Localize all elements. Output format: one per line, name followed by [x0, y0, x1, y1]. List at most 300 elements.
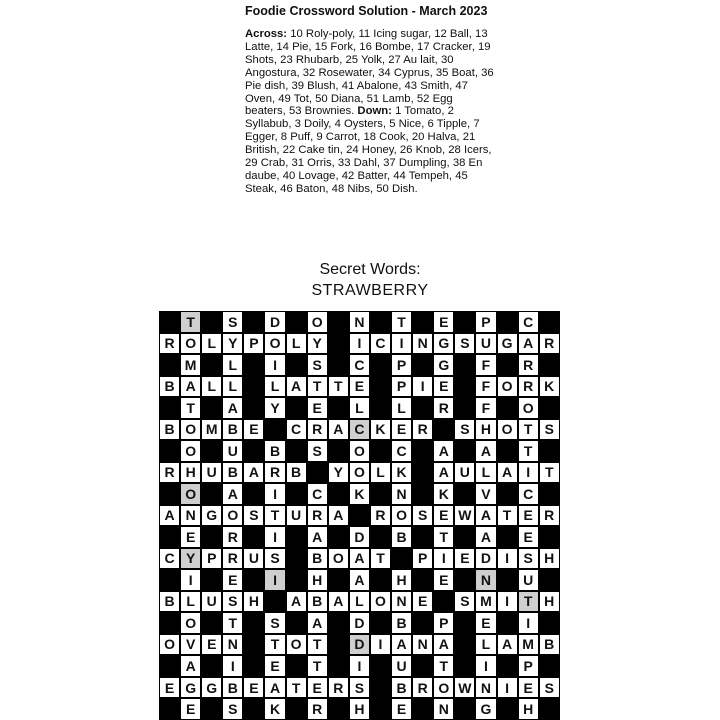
black-square — [264, 591, 285, 613]
black-square — [328, 634, 349, 656]
black-square — [328, 612, 349, 634]
black-square — [159, 311, 180, 333]
black-square — [243, 634, 264, 656]
letter-cell: L — [202, 334, 221, 354]
letter-cell: I — [498, 678, 517, 698]
letter-cell: P — [476, 312, 495, 332]
black-square — [286, 569, 307, 591]
letter-cell: I — [265, 527, 284, 547]
letter-cell: B — [223, 463, 242, 483]
letter-cell: H — [350, 699, 369, 719]
letter-cell: G — [181, 678, 200, 698]
letter-cell: S — [455, 592, 474, 612]
black-square — [370, 354, 391, 376]
letter-cell: R — [160, 334, 179, 354]
black-square — [454, 634, 475, 656]
black-square — [201, 526, 222, 548]
letter-cell: H — [181, 463, 200, 483]
letter-cell: S — [223, 312, 242, 332]
letter-cell: E — [181, 699, 200, 719]
letter-cell: S — [265, 549, 284, 569]
black-square — [159, 698, 180, 720]
letter-cell: S — [455, 334, 474, 354]
letter-cell: V — [181, 635, 200, 655]
letter-cell: U — [287, 506, 306, 526]
letter-cell: E — [223, 570, 242, 590]
letter-cell: H — [244, 592, 263, 612]
letter-cell: B — [392, 678, 411, 698]
letter-cell: O — [371, 592, 390, 612]
across-answers: 10 Roly-poly, 11 Icing sugar, 12 Ball, 13 Latte, 14 Pie, 15 Fork, 16 Bombe, 17 Cracker, 19 Shots, 23 Rhubarb, 25 Yolk, 27 Au lait, 30 Angostura, 32 Rosewater, 34 Cyprus, 35 Boat, 36 Pie dish, 39 Blush, 41 Abalone, 43 Smith, 47 Oven, 49 Tot, 50 Diana, 51 Lamb, 52 Egg beaters, 53 Brownies. — [245, 28, 494, 118]
letter-cell: N — [476, 678, 495, 698]
black-square — [243, 311, 264, 333]
letter-cell: H — [392, 570, 411, 590]
letter-cell: H — [540, 549, 559, 569]
letter-cell: E — [181, 527, 200, 547]
black-square — [201, 569, 222, 591]
letter-cell: B — [392, 613, 411, 633]
black-square — [243, 354, 264, 376]
black-square — [497, 655, 518, 677]
letter-cell: Y — [329, 463, 348, 483]
letter-cell: O — [160, 635, 179, 655]
black-square — [243, 698, 264, 720]
letter-cell: B — [392, 527, 411, 547]
black-square — [539, 655, 560, 677]
black-square — [328, 311, 349, 333]
black-square — [286, 548, 307, 570]
letter-cell: R — [265, 463, 284, 483]
letter-cell: G — [202, 506, 221, 526]
black-square — [159, 440, 180, 462]
letter-cell: E — [434, 312, 453, 332]
letter-cell: A — [476, 527, 495, 547]
letter-cell: P — [413, 549, 432, 569]
black-square — [454, 612, 475, 634]
letter-cell: T — [371, 549, 390, 569]
letter-cell: I — [371, 635, 390, 655]
letter-cell: K — [540, 377, 559, 397]
letter-cell: A — [392, 635, 411, 655]
black-square — [286, 698, 307, 720]
black-square — [201, 698, 222, 720]
letter-cell: D — [476, 549, 495, 569]
down-answers: 1 Tomato, 2 Syllabub, 3 Doily, 4 Oysters, 5 Nice, 6 Tipple, 7 Egger, 8 Puff, 9 Carrot, 18 Cook, 20 Halva, 21 British, 22 Cake tin, 24 Honey, 26 Knob, 28 Icers, 29 Crab, 31 Orris, 33 Dahl, 37 Dumpling, 38 En daube, 40 Lovage, 42 Batter, 44 Tempeh, 45 Steak, 46 Baton, 48 Nibs, 50 Dish. — [245, 105, 492, 195]
letter-cell: U — [223, 441, 242, 461]
black-square — [201, 354, 222, 376]
black-square — [370, 311, 391, 333]
letter-cell: A — [434, 463, 453, 483]
letter-cell: S — [350, 678, 369, 698]
letter-cell: O — [498, 377, 517, 397]
letter-cell: T — [434, 527, 453, 547]
letter-cell: L — [476, 635, 495, 655]
letter-cell: A — [350, 570, 369, 590]
black-square — [243, 526, 264, 548]
letter-cell: O — [350, 463, 369, 483]
letter-cell: A — [265, 678, 284, 698]
black-square — [412, 655, 433, 677]
letter-cell: M — [181, 355, 200, 375]
letter-cell: C — [371, 334, 390, 354]
letter-cell: B — [540, 635, 559, 655]
letter-cell: E — [519, 678, 538, 698]
black-square — [370, 526, 391, 548]
black-square — [497, 397, 518, 419]
letter-cell: K — [392, 463, 411, 483]
black-square — [412, 483, 433, 505]
black-square — [539, 612, 560, 634]
letter-cell: D — [265, 312, 284, 332]
black-square — [412, 462, 433, 484]
clue-solutions — [245, 28, 495, 196]
letter-cell: E — [265, 656, 284, 676]
letter-cell: O — [181, 420, 200, 440]
black-square — [539, 397, 560, 419]
letter-cell: E — [519, 506, 538, 526]
black-square — [286, 612, 307, 634]
black-square — [328, 440, 349, 462]
letter-cell: N — [181, 506, 200, 526]
letter-cell: L — [287, 334, 306, 354]
black-square — [243, 440, 264, 462]
black-square — [243, 655, 264, 677]
letter-cell: T — [265, 506, 284, 526]
letter-cell: I — [476, 656, 495, 676]
black-square — [328, 698, 349, 720]
letter-cell: T — [498, 506, 517, 526]
letter-cell: E — [392, 420, 411, 440]
letter-cell: E — [244, 678, 263, 698]
black-square — [159, 612, 180, 634]
black-square — [454, 376, 475, 398]
black-square — [286, 483, 307, 505]
letter-cell: L — [223, 355, 242, 375]
letter-cell: K — [350, 484, 369, 504]
letter-cell: O — [181, 613, 200, 633]
black-square — [201, 655, 222, 677]
letter-cell: M — [476, 592, 495, 612]
letter-cell: G — [498, 334, 517, 354]
letter-cell: B — [160, 377, 179, 397]
black-square — [370, 569, 391, 591]
letter-cell: N — [413, 334, 432, 354]
black-square — [370, 698, 391, 720]
black-square — [328, 397, 349, 419]
letter-cell: A — [434, 635, 453, 655]
black-square — [497, 354, 518, 376]
letter-cell: A — [308, 613, 327, 633]
letter-cell: G — [476, 699, 495, 719]
letter-cell: B — [160, 420, 179, 440]
letter-cell: A — [181, 656, 200, 676]
letter-cell: E — [160, 678, 179, 698]
black-square — [286, 354, 307, 376]
black-square — [159, 569, 180, 591]
letter-cell: V — [476, 484, 495, 504]
black-square — [159, 526, 180, 548]
black-square — [328, 526, 349, 548]
secret-letter-cell: N — [476, 570, 495, 590]
letter-cell: E — [519, 527, 538, 547]
letter-cell: R — [223, 549, 242, 569]
letter-cell: R — [371, 506, 390, 526]
letter-cell: P — [434, 613, 453, 633]
black-square — [497, 569, 518, 591]
letter-cell: T — [181, 398, 200, 418]
letter-cell: A — [476, 506, 495, 526]
letter-cell: T — [287, 678, 306, 698]
letter-cell: I — [181, 570, 200, 590]
black-square — [201, 397, 222, 419]
black-square — [201, 612, 222, 634]
black-square — [370, 376, 391, 398]
secret-letter-cell: C — [350, 420, 369, 440]
letter-cell: I — [265, 355, 284, 375]
letter-cell: A — [498, 463, 517, 483]
letter-cell: T — [265, 635, 284, 655]
letter-cell: P — [519, 656, 538, 676]
letter-cell: S — [308, 441, 327, 461]
black-square — [412, 311, 433, 333]
black-square — [159, 354, 180, 376]
letter-cell: R — [413, 678, 432, 698]
secret-letter-cell: O — [181, 484, 200, 504]
letter-cell: S — [519, 549, 538, 569]
secret-letter-cell: T — [519, 592, 538, 612]
letter-cell: L — [181, 592, 200, 612]
black-square — [539, 354, 560, 376]
letter-cell: L — [350, 398, 369, 418]
letter-cell: I — [498, 549, 517, 569]
letter-cell: E — [308, 678, 327, 698]
black-square — [370, 612, 391, 634]
letter-cell: C — [287, 420, 306, 440]
black-square — [539, 440, 560, 462]
black-square — [286, 655, 307, 677]
down-heading: Down: — [357, 105, 392, 118]
letter-cell: M — [519, 635, 538, 655]
letter-cell: P — [392, 377, 411, 397]
black-square — [201, 483, 222, 505]
across-heading: Across: — [245, 28, 288, 40]
black-square — [497, 440, 518, 462]
letter-cell: A — [434, 441, 453, 461]
letter-cell: F — [476, 355, 495, 375]
letter-cell: I — [413, 377, 432, 397]
letter-cell: R — [308, 420, 327, 440]
letter-cell: O — [287, 635, 306, 655]
letter-cell: U — [202, 463, 221, 483]
letter-cell: S — [540, 420, 559, 440]
letter-cell: E — [392, 699, 411, 719]
letter-cell: Y — [308, 334, 327, 354]
letter-cell: B — [287, 463, 306, 483]
puzzle-title: Foodie Crossword Solution - March 2023 — [245, 4, 488, 18]
letter-cell: A — [223, 398, 242, 418]
letter-cell: A — [329, 420, 348, 440]
letter-cell: S — [413, 506, 432, 526]
black-square — [307, 462, 328, 484]
letter-cell: S — [265, 613, 284, 633]
crossword-grid — [159, 311, 560, 720]
black-square — [286, 311, 307, 333]
letter-cell: R — [540, 506, 559, 526]
letter-cell: T — [540, 463, 559, 483]
letter-cell: C — [308, 484, 327, 504]
letter-cell: I — [498, 592, 517, 612]
letter-cell: H — [308, 570, 327, 590]
letter-cell: S — [244, 506, 263, 526]
letter-cell: E — [434, 377, 453, 397]
letter-cell: I — [392, 334, 411, 354]
letter-cell: A — [244, 463, 263, 483]
black-square — [412, 354, 433, 376]
letter-cell: S — [455, 420, 474, 440]
secret-letter-cell: I — [265, 570, 284, 590]
letter-cell: A — [498, 635, 517, 655]
black-square — [264, 419, 285, 441]
letter-cell: I — [223, 656, 242, 676]
black-square — [370, 677, 391, 699]
letter-cell: N — [350, 312, 369, 332]
letter-cell: T — [308, 635, 327, 655]
black-square — [370, 397, 391, 419]
letter-cell: O — [308, 312, 327, 332]
letter-cell: C — [519, 484, 538, 504]
black-square — [412, 612, 433, 634]
black-square — [201, 311, 222, 333]
letter-cell: B — [160, 592, 179, 612]
letter-cell: T — [308, 377, 327, 397]
black-square — [539, 483, 560, 505]
letter-cell: T — [519, 441, 538, 461]
letter-cell: U — [202, 592, 221, 612]
black-square — [497, 526, 518, 548]
letter-cell: H — [540, 592, 559, 612]
letter-cell: E — [350, 377, 369, 397]
black-square — [539, 569, 560, 591]
letter-cell: T — [308, 656, 327, 676]
letter-cell: E — [434, 570, 453, 590]
letter-cell: I — [434, 549, 453, 569]
letter-cell: Y — [265, 398, 284, 418]
black-square — [412, 569, 433, 591]
secret-letter-cell: T — [181, 312, 200, 332]
letter-cell: O — [498, 420, 517, 440]
letter-cell: W — [455, 506, 474, 526]
black-square — [328, 569, 349, 591]
letter-cell: A — [308, 527, 327, 547]
letter-cell: I — [265, 484, 284, 504]
letter-cell: T — [519, 420, 538, 440]
black-square — [539, 311, 560, 333]
letter-cell: A — [476, 441, 495, 461]
letter-cell: A — [287, 377, 306, 397]
black-square — [370, 655, 391, 677]
letter-cell: S — [540, 678, 559, 698]
letter-cell: E — [434, 506, 453, 526]
black-square — [454, 440, 475, 462]
black-square — [159, 483, 180, 505]
letter-cell: U — [519, 570, 538, 590]
letter-cell: A — [223, 484, 242, 504]
letter-cell: R — [519, 377, 538, 397]
letter-cell: C — [350, 355, 369, 375]
black-square — [243, 569, 264, 591]
secret-letter-cell: D — [350, 635, 369, 655]
letter-cell: T — [223, 613, 242, 633]
letter-cell: A — [519, 334, 538, 354]
letter-cell: D — [350, 527, 369, 547]
letter-cell: L — [350, 592, 369, 612]
black-square — [286, 526, 307, 548]
letter-cell: R — [223, 527, 242, 547]
letter-cell: U — [392, 656, 411, 676]
letter-cell: F — [476, 398, 495, 418]
black-square — [412, 440, 433, 462]
letter-cell: B — [308, 592, 327, 612]
letter-cell: I — [350, 334, 369, 354]
letter-cell: T — [329, 377, 348, 397]
letter-cell: O — [223, 506, 242, 526]
letter-cell: A — [287, 592, 306, 612]
letter-cell: R — [413, 420, 432, 440]
black-square — [454, 311, 475, 333]
letter-cell: R — [308, 699, 327, 719]
letter-cell: O — [181, 441, 200, 461]
letter-cell: L — [392, 398, 411, 418]
letter-cell: O — [265, 334, 284, 354]
letter-cell: O — [350, 441, 369, 461]
letter-cell: W — [455, 678, 474, 698]
black-square — [412, 698, 433, 720]
black-square — [370, 483, 391, 505]
black-square — [243, 376, 264, 398]
letter-cell: L — [265, 377, 284, 397]
letter-cell: H — [476, 420, 495, 440]
letter-cell: M — [202, 420, 221, 440]
letter-cell: B — [265, 441, 284, 461]
letter-cell: C — [392, 441, 411, 461]
letter-cell: E — [455, 549, 474, 569]
letter-cell: A — [350, 549, 369, 569]
black-square — [391, 548, 412, 570]
letter-cell: P — [392, 355, 411, 375]
black-square — [454, 483, 475, 505]
black-square — [433, 591, 454, 613]
letter-cell: N — [223, 635, 242, 655]
letter-cell: R — [329, 678, 348, 698]
black-square — [497, 483, 518, 505]
black-square — [454, 397, 475, 419]
letter-cell: L — [202, 377, 221, 397]
letter-cell: O — [329, 549, 348, 569]
black-square — [286, 440, 307, 462]
letter-cell: T — [434, 656, 453, 676]
letter-cell: N — [413, 635, 432, 655]
letter-cell: C — [519, 312, 538, 332]
letter-cell: U — [455, 463, 474, 483]
black-square — [497, 612, 518, 634]
letter-cell: O — [181, 334, 200, 354]
letter-cell: S — [308, 355, 327, 375]
black-square — [454, 354, 475, 376]
black-square — [433, 419, 454, 441]
black-square — [454, 698, 475, 720]
letter-cell: S — [223, 592, 242, 612]
black-square — [454, 569, 475, 591]
